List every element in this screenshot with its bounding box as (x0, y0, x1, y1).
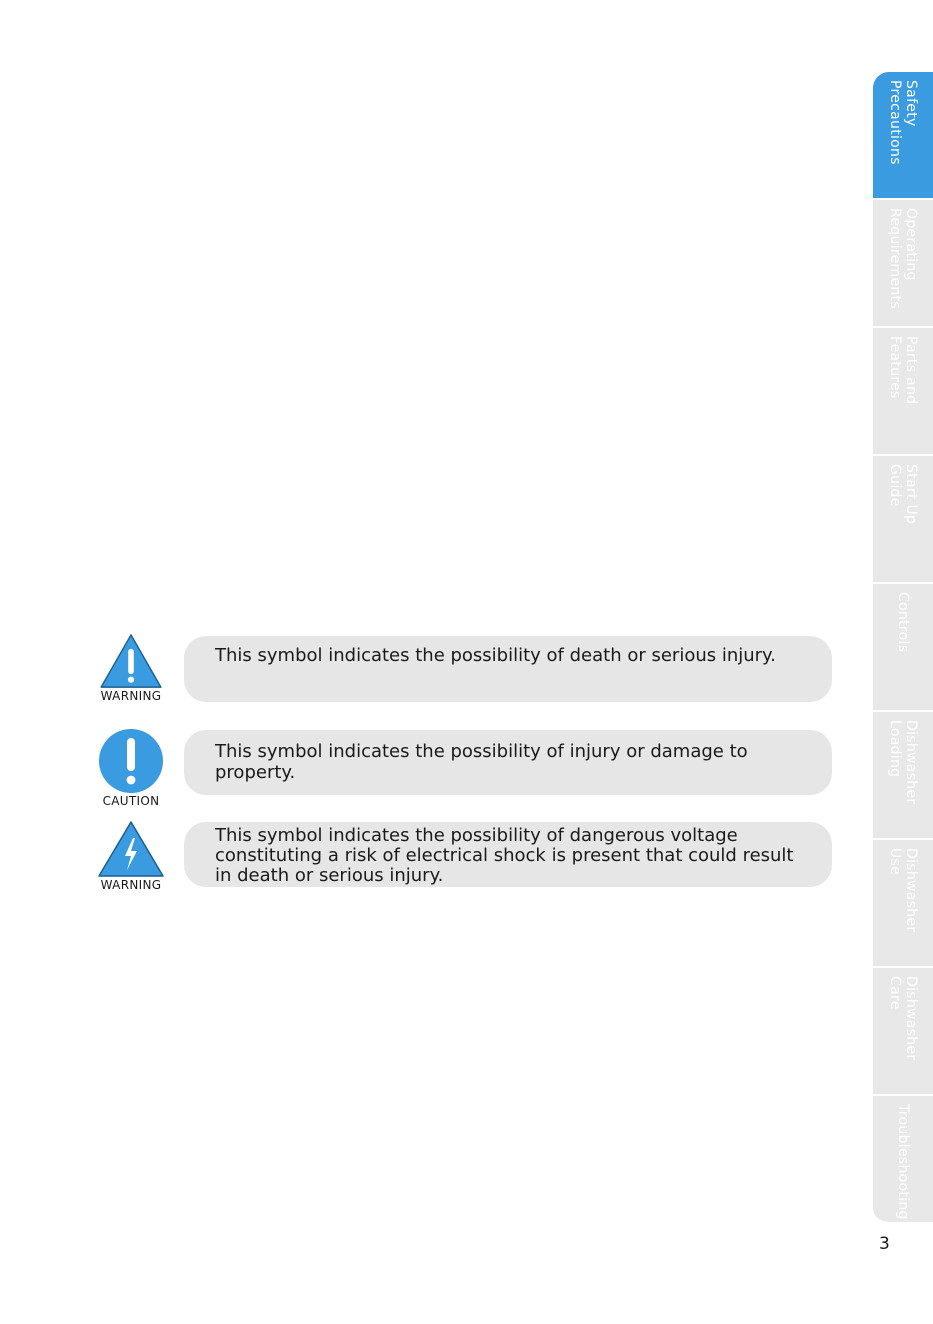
warning-triangle-exclamation-icon (97, 633, 165, 689)
tab-operating-requirements[interactable]: Operating Requirements (873, 200, 933, 328)
section-tabs (873, 72, 933, 1224)
tab-dishwasher-loading[interactable]: Dishwasher Loading (873, 712, 933, 840)
caution-symbol (90, 728, 172, 810)
caution-row (90, 728, 832, 810)
caution-label: CAUTION (102, 794, 160, 808)
tab-parts-and-features[interactable]: Parts and Features (873, 328, 933, 456)
caution-circle-exclamation-icon (97, 728, 165, 794)
tab-dishwasher-use[interactable]: Dishwasher Use (873, 840, 933, 968)
voltage-warning-label: WARNING (100, 878, 162, 892)
voltage-warning-symbol (90, 820, 172, 894)
tab-dishwasher-care[interactable]: Dishwasher Care (873, 968, 933, 1096)
warning-label: WARNING (100, 689, 162, 703)
warning-description: This symbol indicates the possibility of death or serious injury. (184, 636, 832, 702)
voltage-warning-description: This symbol indicates the possibility of dangerous voltage constituting a risk of electrical shock is present that could result in death or serious injury. (184, 822, 832, 887)
tab-start-up-guide[interactable]: Start Up Guide (873, 456, 933, 584)
tab-safety-precautions[interactable]: Safety Precautions (873, 72, 933, 200)
voltage-warning-row (90, 820, 832, 894)
tab-controls[interactable]: Controls (873, 584, 933, 712)
warning-symbol (90, 633, 172, 703)
tab-troubleshooting[interactable]: Troubleshooting (873, 1096, 933, 1224)
warning-triangle-lightning-icon (97, 820, 165, 878)
caution-description: This symbol indicates the possibility of injury or damage to property. (184, 730, 832, 795)
page-number: 3 (879, 1234, 890, 1254)
warning-row (90, 633, 832, 703)
